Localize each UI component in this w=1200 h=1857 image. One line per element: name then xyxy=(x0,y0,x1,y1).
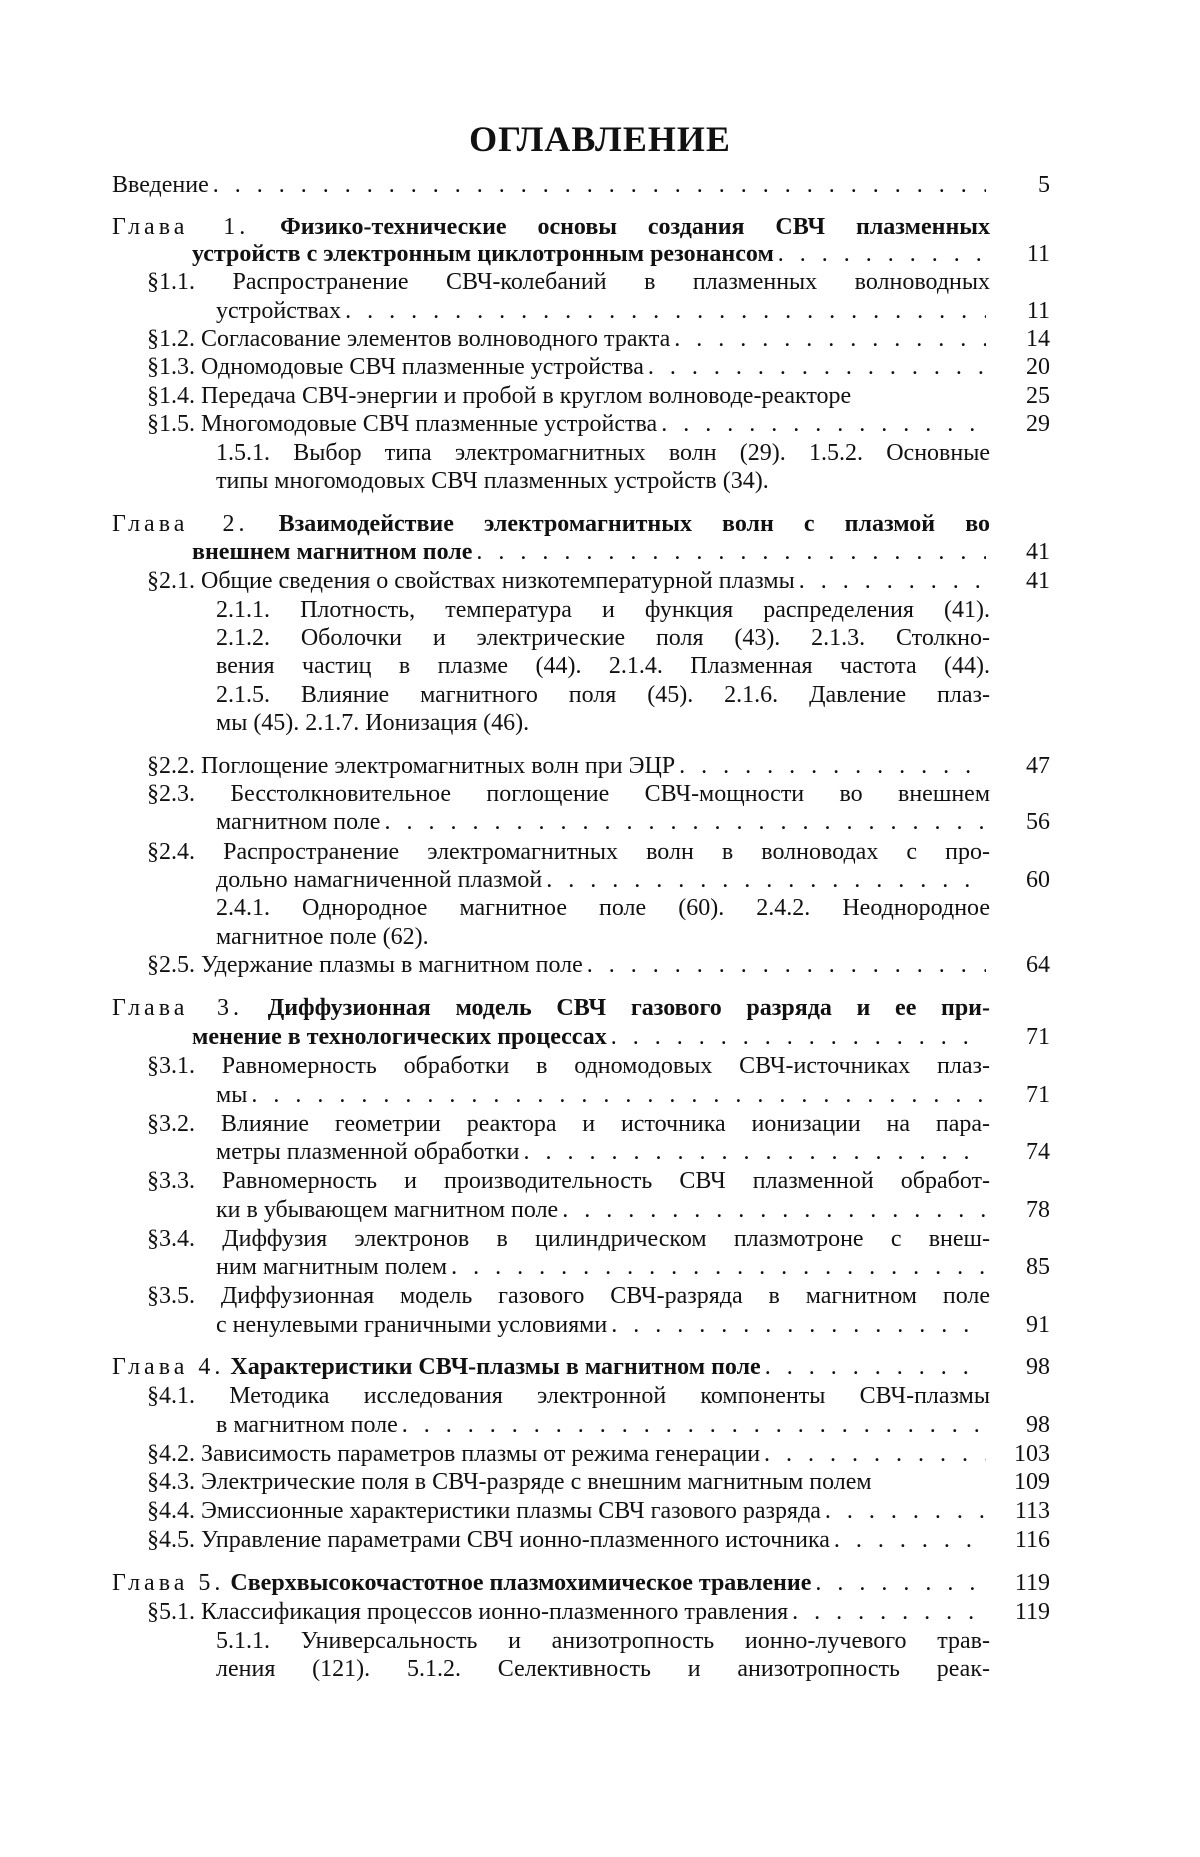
section-number: §3.4. xyxy=(147,1226,195,1252)
section-2-5 xyxy=(147,951,990,979)
chapter-5-heading xyxy=(112,1569,990,1597)
section-number: §5.1. xyxy=(147,1599,195,1625)
page-number: 64 xyxy=(1026,952,1050,978)
section-1-4 xyxy=(147,382,990,410)
subsections-2-4: 2.4.1. Однородное магнитное поле (60). 2.4.2. Неоднородное xyxy=(216,895,990,921)
page-number: 60 xyxy=(1026,867,1050,893)
chapter-4-heading xyxy=(112,1353,990,1381)
chapter-3-heading xyxy=(112,994,990,1022)
dot-leader xyxy=(546,866,986,894)
section-3-2-cont xyxy=(216,1138,990,1166)
dot-leader xyxy=(834,1526,986,1554)
section-2-2 xyxy=(147,752,990,780)
page-number: 11 xyxy=(1026,241,1050,267)
section-3-5 xyxy=(147,1282,990,1310)
dot-leader xyxy=(587,951,986,979)
chapter-1-heading xyxy=(112,213,990,241)
dot-leader xyxy=(251,1081,986,1109)
section-3-2 xyxy=(147,1110,990,1138)
dot-leader xyxy=(648,353,986,381)
section-number: §1.4. xyxy=(147,383,195,409)
subsections-2-1-cont: мы (45). 2.1.7. Ионизация (46). xyxy=(216,710,530,736)
subsections-1-5-cont: типы многомодовых СВЧ плазменных устройств (34). xyxy=(216,468,769,494)
page-number: 29 xyxy=(1026,411,1050,437)
chapter-title: Физико-технические основы создания СВЧ плазменных xyxy=(280,214,990,240)
section-title: устройствах xyxy=(216,298,342,324)
dot-leader xyxy=(765,1353,986,1381)
section-number: §1.3. xyxy=(147,354,195,380)
section-number: §3.5. xyxy=(147,1283,195,1309)
section-1-2 xyxy=(147,325,990,353)
section-1-1 xyxy=(147,268,990,296)
section-title: Распространение СВЧ-колебаний в плазменных волноводных xyxy=(232,269,990,295)
section-title: Поглощение электромагнитных волн при ЭЦР xyxy=(201,753,676,779)
section-3-3 xyxy=(147,1167,990,1195)
chapter-title: внешнем магнитном поле xyxy=(192,539,473,565)
section-4-1-cont xyxy=(216,1411,990,1439)
section-title: Равномерность обработки в одномодовых СВЧ-источниках плаз- xyxy=(221,1053,990,1079)
dot-leader xyxy=(523,1138,986,1166)
section-title: Одномодовые СВЧ плазменные устройства xyxy=(201,354,644,380)
section-title: Методика исследования электронной компоненты СВЧ-плазмы xyxy=(229,1383,990,1409)
dot-leader xyxy=(825,1497,986,1525)
entry-text: Введение xyxy=(112,172,209,198)
chapter-title: Характеристики СВЧ-плазмы в магнитном поле xyxy=(230,1354,761,1380)
page-number: 103 xyxy=(1014,1441,1050,1467)
section-2-4 xyxy=(147,838,990,866)
dot-leader xyxy=(799,567,986,595)
chapter-label: Глава 2. xyxy=(112,511,249,537)
section-number: §1.5. xyxy=(147,411,195,437)
section-title: дольно намагниченной плазмой xyxy=(216,867,543,893)
page-number: 78 xyxy=(1026,1197,1050,1223)
section-title: Влияние геометрии реактора и источника ионизации на пара- xyxy=(220,1111,990,1137)
page-number: 74 xyxy=(1026,1139,1050,1165)
section-title: Распространение электромагнитных волн в волноводах с про- xyxy=(223,839,990,865)
section-title: Бесстолкновительное поглощение СВЧ-мощности во внешнем xyxy=(230,781,990,807)
dot-leader xyxy=(815,1569,986,1597)
chapter-2-heading-cont xyxy=(192,538,990,566)
page-number: 98 xyxy=(1026,1412,1050,1438)
section-1-5 xyxy=(147,410,990,438)
page-number: 98 xyxy=(1026,1354,1050,1380)
page-number: 71 xyxy=(1026,1024,1050,1050)
section-title: Зависимость параметров плазмы от режима генерации xyxy=(201,1441,761,1467)
section-title: Согласование элементов волноводного тракта xyxy=(201,326,671,352)
section-title: ним магнитным полем xyxy=(216,1254,448,1280)
section-3-1-cont xyxy=(216,1081,990,1109)
section-2-4-cont xyxy=(216,866,990,894)
page-number: 47 xyxy=(1026,753,1050,779)
subsections-2-1-cont: 2.1.2. Оболочки и электрические поля (43). 2.1.3. Столкно- xyxy=(216,625,990,651)
section-number: §2.1. xyxy=(147,568,195,594)
dot-leader xyxy=(764,1440,986,1468)
section-5-1 xyxy=(147,1598,990,1626)
page-number: 116 xyxy=(1014,1527,1050,1553)
section-4-5 xyxy=(147,1526,990,1554)
chapter-title: устройств с электронным циклотронным резонансом xyxy=(192,241,774,267)
section-number: §4.4. xyxy=(147,1498,195,1524)
chapter-1-heading-cont xyxy=(192,240,990,268)
section-title: Диффузионная модель газового СВЧ-разряда в магнитном поле xyxy=(220,1283,990,1309)
section-number: §1.2. xyxy=(147,326,195,352)
page-number: 91 xyxy=(1026,1312,1050,1338)
dot-leader xyxy=(562,1196,986,1224)
section-number: §3.1. xyxy=(147,1053,195,1079)
section-title: Управление параметрами СВЧ ионно-плазменного источника xyxy=(201,1527,830,1553)
section-2-3-cont xyxy=(216,808,990,836)
section-2-1 xyxy=(147,567,990,595)
page-number: 71 xyxy=(1026,1082,1050,1108)
section-number: §4.1. xyxy=(147,1383,195,1409)
section-3-4-cont xyxy=(216,1253,990,1281)
dot-leader xyxy=(674,325,986,353)
page-number: 113 xyxy=(1014,1498,1050,1524)
dot-leader xyxy=(611,1311,986,1339)
chapter-title: менение в технологических процессах xyxy=(192,1024,607,1050)
section-number: §2.2. xyxy=(147,753,195,779)
page-number: 41 xyxy=(1026,539,1050,565)
page-number: 41 xyxy=(1026,568,1050,594)
section-title: Многомодовые СВЧ плазменные устройства xyxy=(201,411,658,437)
section-title: Эмиссионные характеристики плазмы СВЧ газового разряда xyxy=(201,1498,821,1524)
page-number: 14 xyxy=(1026,326,1050,352)
section-number: §2.3. xyxy=(147,781,195,807)
page-number: 5 xyxy=(1038,172,1050,198)
chapter-label: Глава 1. xyxy=(112,214,250,240)
chapter-title: Взаимодействие электромагнитных волн с плазмой во xyxy=(278,511,990,537)
section-4-2 xyxy=(147,1440,990,1468)
dot-leader xyxy=(476,538,986,566)
subsections-2-4-cont: магнитное поле (62). xyxy=(216,924,429,950)
section-2-3 xyxy=(147,780,990,808)
section-title: с ненулевыми граничными условиями xyxy=(216,1312,608,1338)
section-3-1 xyxy=(147,1052,990,1080)
page-number: 56 xyxy=(1026,809,1050,835)
subsections-2-1: 2.1.1. Плотность, температура и функция распределения (41). xyxy=(216,597,990,623)
section-number: §2.4. xyxy=(147,839,195,865)
section-number: §2.5. xyxy=(147,952,195,978)
dot-leader xyxy=(402,1411,986,1439)
dot-leader xyxy=(661,410,986,438)
section-3-3-cont xyxy=(216,1196,990,1224)
dot-leader xyxy=(778,240,986,268)
section-3-4 xyxy=(147,1225,990,1253)
section-number: §1.1. xyxy=(147,269,195,295)
subsections-1-5: 1.5.1. Выбор типа электромагнитных волн (29). 1.5.2. Основные xyxy=(216,440,990,466)
section-number: §4.3. xyxy=(147,1469,195,1495)
page-number: 119 xyxy=(1014,1570,1050,1596)
dot-leader xyxy=(345,297,986,325)
section-title: ки в убывающем магнитном поле xyxy=(216,1197,559,1223)
section-title: Удержание плазмы в магнитном поле xyxy=(201,952,583,978)
page-title: ОГЛАВЛЕНИЕ xyxy=(469,119,731,159)
section-number: §3.3. xyxy=(147,1168,195,1194)
section-title: Электрические поля в СВЧ-разряде с внешним магнитным полем xyxy=(201,1469,872,1495)
toc-entry-intro xyxy=(112,171,990,199)
section-3-5-cont xyxy=(216,1311,990,1339)
chapter-label: Глава 4. xyxy=(112,1354,225,1380)
page-number: 119 xyxy=(1014,1599,1050,1625)
subsections-2-1-cont: вения частиц в плазме (44). 2.1.4. Плазменная частота (44). xyxy=(216,653,990,679)
section-4-3 xyxy=(147,1468,990,1496)
page-number: 85 xyxy=(1026,1254,1050,1280)
section-title: Передача СВЧ-энергии и пробой в круглом волноводе-реакторе xyxy=(201,383,852,409)
chapter-label: Глава 5. xyxy=(112,1570,225,1596)
dot-leader xyxy=(679,752,986,780)
section-title: Равномерность и производительность СВЧ плазменной обработ- xyxy=(222,1168,990,1194)
subsections-5-1: 5.1.1. Универсальность и анизотропность ионно-лучевого трав- xyxy=(216,1628,990,1654)
chapter-2-heading xyxy=(112,510,990,538)
section-title: Классификация процессов ионно-плазменного травления xyxy=(201,1599,789,1625)
dot-leader xyxy=(611,1023,986,1051)
subsections-2-1-cont: 2.1.5. Влияние магнитного поля (45). 2.1.6. Давление плаз- xyxy=(216,682,990,708)
section-title: Диффузия электронов в цилиндрическом плазмотроне с внеш- xyxy=(222,1226,990,1252)
section-title: мы xyxy=(216,1082,248,1108)
section-title: метры плазменной обработки xyxy=(216,1139,520,1165)
section-1-1-cont xyxy=(216,297,990,325)
subsections-5-1-cont: ления (121). 5.1.2. Селективность и анизотропность реак- xyxy=(216,1656,990,1682)
chapter-title: Диффузионная модель СВЧ газового разряда и ее при- xyxy=(267,995,990,1021)
section-number: §4.5. xyxy=(147,1527,195,1553)
section-4-4 xyxy=(147,1497,990,1525)
section-1-3 xyxy=(147,353,990,381)
dot-leader xyxy=(384,808,986,836)
chapter-label: Глава 3. xyxy=(112,995,244,1021)
chapter-3-heading-cont xyxy=(192,1023,990,1051)
page-number: 109 xyxy=(1014,1469,1050,1495)
page-number: 20 xyxy=(1026,354,1050,380)
section-number: §4.2. xyxy=(147,1441,195,1467)
page-number: 25 xyxy=(1026,383,1050,409)
page-number: 11 xyxy=(1026,298,1050,324)
chapter-title: Сверхвысокочастотное плазмохимическое травление xyxy=(230,1570,812,1596)
dot-leader xyxy=(213,171,986,199)
section-title: в магнитном поле xyxy=(216,1412,398,1438)
section-title: магнитном поле xyxy=(216,809,381,835)
dot-leader xyxy=(792,1598,986,1626)
section-number: §3.2. xyxy=(147,1111,195,1137)
section-title: Общие сведения о свойствах низкотемпературной плазмы xyxy=(201,568,795,594)
section-4-1 xyxy=(147,1382,990,1410)
dot-leader xyxy=(451,1253,986,1281)
